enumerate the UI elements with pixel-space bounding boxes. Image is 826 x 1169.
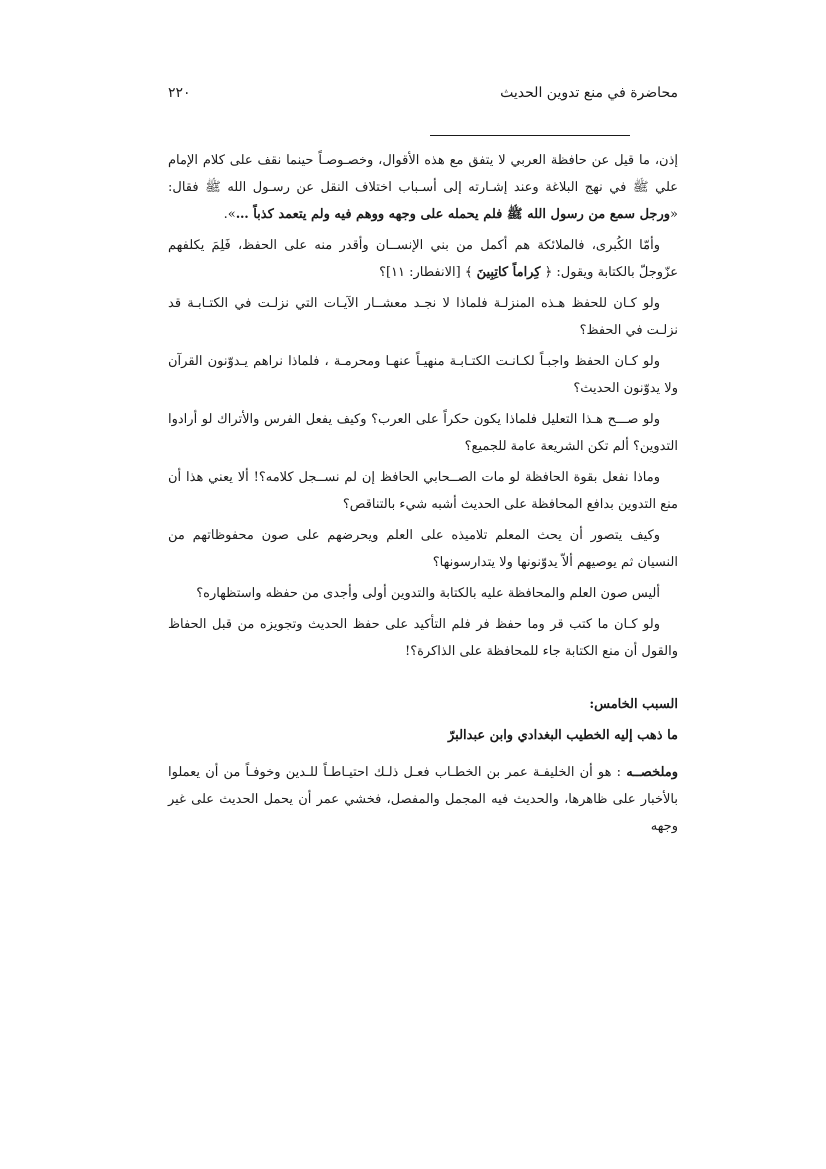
paragraph-4: ولو كـان الحفظ واجبـاً لكـانـت الكتـابـة منهيـاً عنهـا ومحرمـة ، فلماذا نراهم يـدوّنون القرآن ولا يدوّنون الحديث؟ bbox=[168, 354, 678, 396]
footnote-separator-rule bbox=[430, 135, 630, 136]
running-title: محاضرة في منع تدوين الحديث bbox=[500, 85, 678, 101]
paragraph-2: وأمّا الكُبرى، فالملائكة هم أكمل من بني الإنســان وأقدر منه على الحفظ، فَلِمَ يكلفهم عزّوجلّ بالكتابة ويقول: ﴿ كِراماً كاتِبِينَ ﴾ [الانفطار: ١١]؟ bbox=[168, 238, 678, 280]
body-text bbox=[168, 147, 678, 844]
page-number: ٢٢٠ bbox=[168, 85, 191, 101]
paragraph-9: ولو كـان ما كتب قر وما حفظ فر فلم التأكيد على حفظ الحديث وتجويزه من قبل الحفاظ والقول أن منع الكتابة جاء للمحافظة على الذاكرة؟! bbox=[168, 617, 678, 659]
paragraph-3: ولو كـان للحفظ هـذه المنزلـة فلماذا لا نجـد معشــار الآيـات التي نزلـت في الكتـابـة قد نزلـت في الحفظ؟ bbox=[168, 296, 678, 338]
page-header bbox=[168, 78, 678, 108]
paragraph-1: إذن، ما قيل عن حافظة العربي لا يتفق مع هذه الأقوال، وخصـوصـاً حينما نقف على كلام الإمام علي ﷺ في نهج البلاغة وعند إشـارته إلى أسـباب اختلاف النقل عن رسـول الله ﷺ فقال: «ورجل سمع من رسول الله ﷺ فلم يحمله على وجهه ووهم فيه ولم يتعمد كذباً …». bbox=[168, 153, 678, 222]
quote-nahj-al-balagha: ورجل سمع من رسول الله ﷺ فلم يحمله على وجهه ووهم فيه ولم يتعمد كذباً … bbox=[235, 207, 671, 222]
summary-lead: وملخصــه bbox=[626, 765, 678, 780]
section-subtitle: ما ذهب إليه الخطيب البغدادي وابن عبدالبرّ bbox=[447, 728, 678, 743]
paragraph-7: وكيف يتصور أن يحث المعلم تلاميذه على العلم ويحرضهم على صون محفوظاتهم من النسيان ثم يوصيهم ألاّ يدوّنونها ولا يتدارسونها؟ bbox=[168, 528, 678, 570]
paragraph-6: وماذا نفعل بقوة الحافظة لو مات الصــحابي الحافظ إن لم نســجل كلامه؟! ألا يعني هذا أن منع التدوين بدافع المحافظة على الحديث أشبه شيء بالتناقص؟ bbox=[168, 470, 678, 512]
section-title: السبب الخامس: bbox=[589, 697, 678, 712]
paragraph-8: أليس صون العلم والمحافظة عليه بالكتابة والتدوين أولى وأجدى من حفظه واستظهاره؟ bbox=[196, 586, 660, 601]
paragraph-5: ولو صـــح هـذا التعليل فلماذا يكون حكراً على العرب؟ وكيف يفعل الفرس والأتراك لو أرادوا التدوين؟ ألم تكن الشريعة عامة للجميع؟ bbox=[168, 412, 678, 454]
quran-quote: كِراماً كاتِبِينَ bbox=[476, 265, 541, 280]
paragraph-summary: وملخصــه : هو أن الخليفـة عمر بن الخطـاب فعـل ذلـك احتيـاطـاً للـدين وخوفـاً من أن يعملوا بالأخبار على ظاهرها، والحديث فيه المجمل والمفصل، فخشي عمر أن يحمل الحديث على غير وجهه bbox=[168, 765, 678, 834]
